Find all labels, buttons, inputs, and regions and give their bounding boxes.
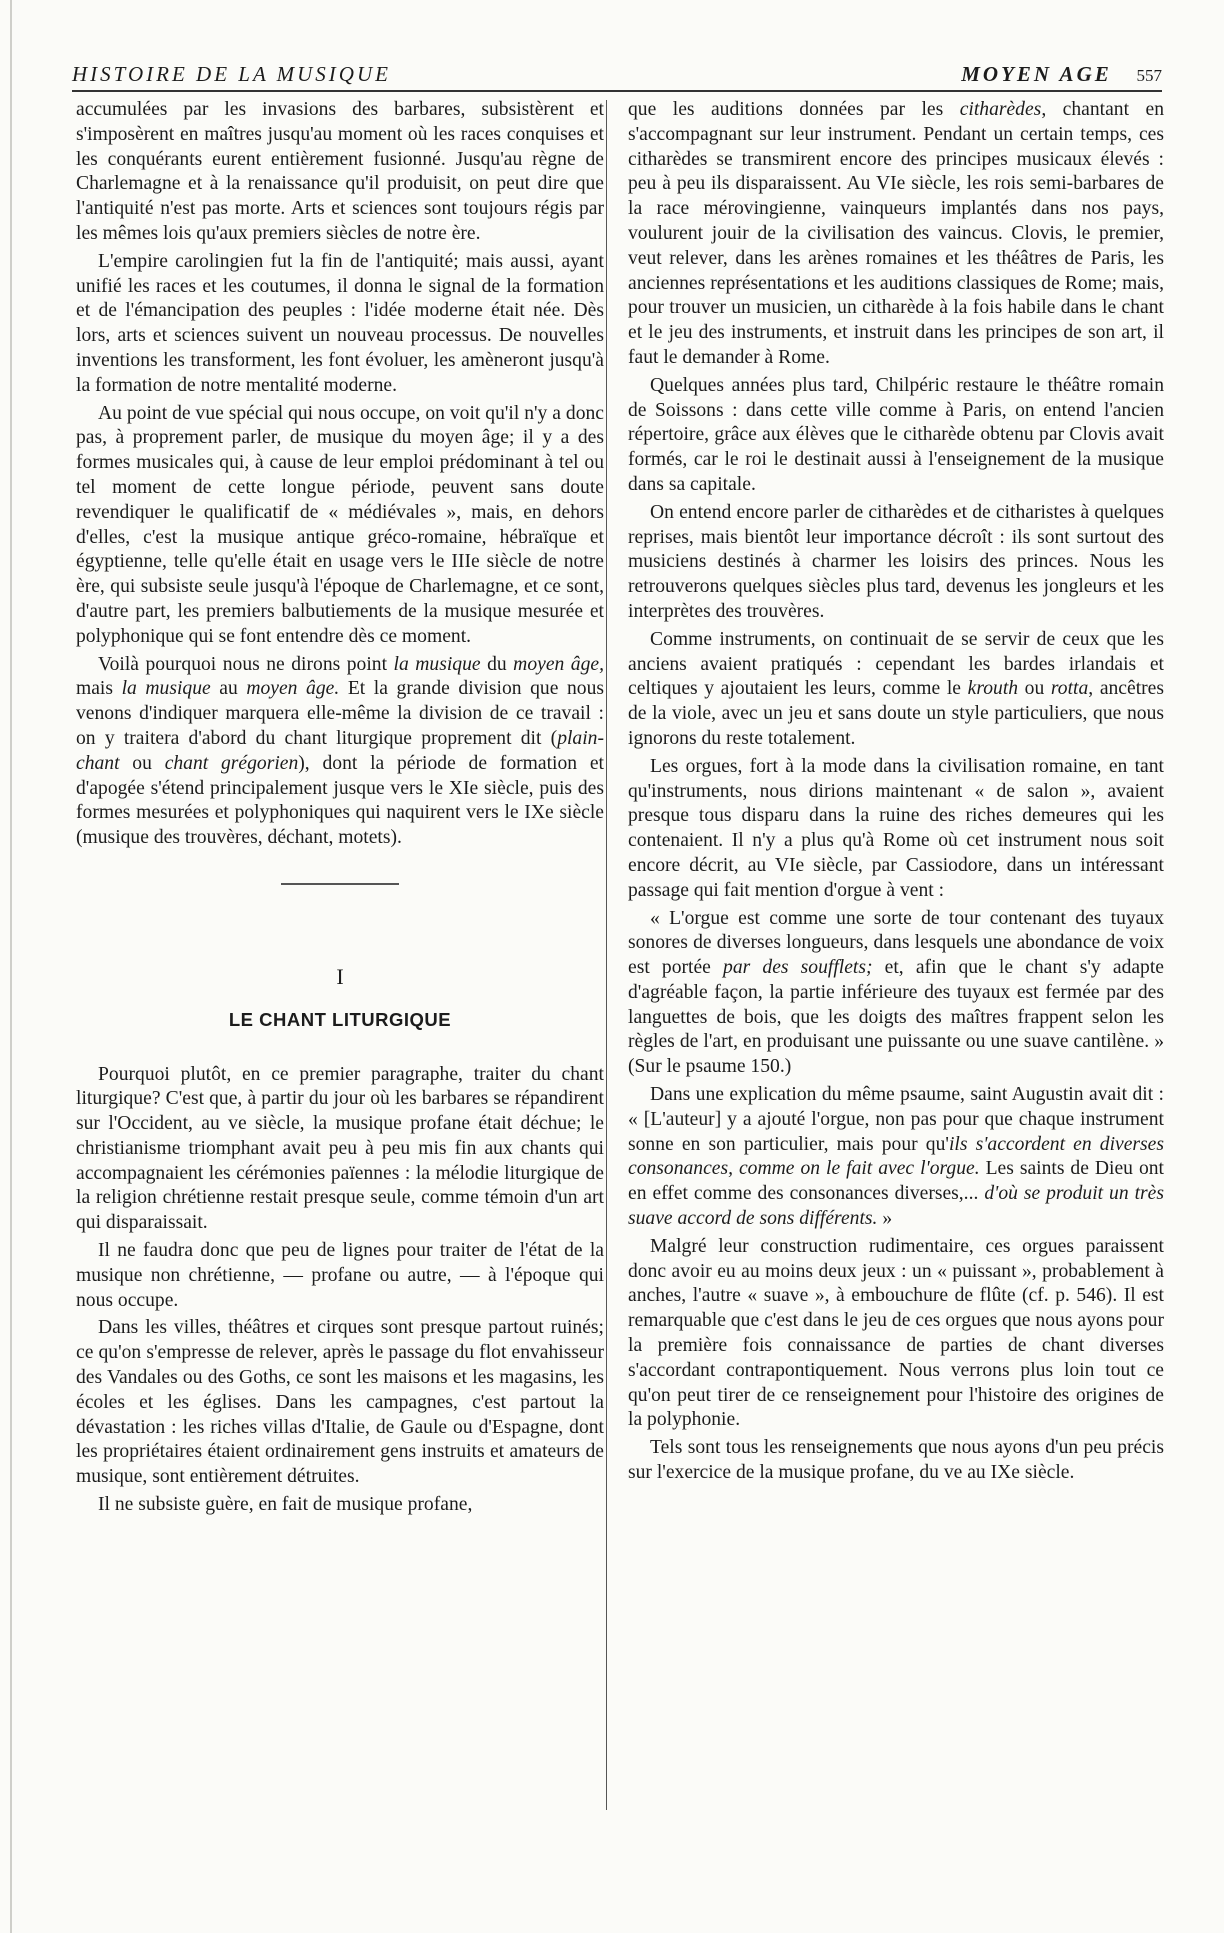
paragraph: On entend encore parler de citharèdes et de citharistes à quelques reprises, mais bientôt leur importance décroît : ils sont surtout des musiciens destinés à charmer les loisirs des princes. Nous les retrouverons quelques siècles plus tard, devenus les jongleurs et les interprètes des trouvères. [628,501,1164,622]
header-rule [72,90,1162,92]
paragraph: que les auditions données par les citharèdes, chantant en s'accompagnant sur leur instrument. Pendant un certain temps, ces citharèdes se transmirent encore des principes musicaux élevés : peu à peu ils disparaissent. Au VIe siècle, les rois semi-barbares de la race mérovingienne, vainqueurs implantés dans nos pays, voulurent jouir de la civilisation des vaincus. Clovis, le premier, veut relever, dans les arènes romaines et les théâtres de Paris, les anciennes représentations et les auditions classiques de Rome; mais, pour trouver un musicien, un citharède à la fois habile dans le chant et le jeu des instruments, et instruit dans les principes de son art, il faut le demander à Rome. [628,99,1165,368]
section-heading: LE CHANT LITURGIQUE [228,1008,452,1030]
paragraph: accumulées par les invasions des barbares, subsistèrent et s'imposèrent en maîtres jusqu'au moment où les races conquises et les conquérants eurent entièrement fusionné. Jusqu'au règne de Charlemagne et à la renaissance qu'il produisit, on peut dire que l'antiquité n'est pas morte. Arts et sciences sont toujours régis par les mêmes lois qu'aux premiers siècles de notre ère. [76,99,604,244]
paragraph: Comme instruments, on continuait de se servir de ceux que les anciens avaient pratiqués : cependant les bardes irlandais et celtiques y ajoutaient les leurs, comme le krouth ou rotta, ancêtres de la viole, avec un jeu et sans doute un style particuliers, que nous ignorons du reste totalement. [628,628,1164,749]
page-edge-rule [10,0,12,1933]
paragraph: Dans les villes, théâtres et cirques sont presque partout ruinés; ce qu'on s'empresse de relever, après le passage du flot envahisseur des Vandales ou des Goths, ce sont les maisons et les magasins, les écoles et les églises. Dans les campagnes, c'est partout la dévastation : les riches villas d'Italie, de Gaule ou d'Espagne, dont les propriétaires étaient ordinairement gens instruits et amateurs de musique, sont entièrement détruites. [76,1317,604,1488]
section-number: I [336,963,344,989]
paragraph: Au point de vue spécial qui nous occupe, on voit qu'il n'y a donc pas, à proprement parler, de musique du moyen âge; il y a des formes musicales qui, à cause de leur emploi prédominant à tel ou tel moment de cette longue période, peuvent sans doute revendiquer le qualificatif de « médiévales », mais, en dehors d'elles, c'est la musique antique gréco-romaine, hébraïque et égyptienne, telle qu'elle était en usage vers le IIIe siècle de notre ère, qui subsiste seule jusqu'à l'époque de Charlemagne, et ce sont, d'autre part, les premiers balbutiements de la musique mesurée et polyphonique qui se font entendre dès ce moment. [76,402,604,647]
header-left-title: HISTOIRE DE LA MUSIQUE [72,62,391,86]
right-column [628,98,1164,1489]
paragraph: Quelques années plus tard, Chilpéric restaure le théâtre romain de Soissons : dans cette ville comme à Paris, on entend l'ancien répertoire, grâce aux élèves que le citharède obtenu par Clovis avait formés, car le roi le destinait aussi à l'enseignement de la musique dans sa capitale. [628,374,1164,495]
left-column [76,98,604,1521]
page-number: 557 [1136,66,1162,85]
section-separator [281,883,399,885]
header-right-title: MOYEN AGE [961,62,1112,86]
paragraph: Il ne subsiste guère, en fait de musique profane, [98,1494,473,1516]
header-right-group [961,62,1162,87]
quotation: « L'orgue est comme une sorte de tour contenant des tuyaux sonores de diverses longueurs, dans lesquels une abondance de voix est portée par des soufflets; et, afin que le chant s'y adapte d'agréable façon, la partie inférieure des tuyaux est fermée par des languettes de bois, que les doigts des maîtres frappent selon les règles de l'art, en produisant une puissante ou une suave cantilène. » (Sur le psaume 150.) [628,907,1164,1078]
paragraph: Les orgues, fort à la mode dans la civilisation romaine, en tant qu'instruments, nous dirions maintenant « de salon », avaient presque tous disparu dans la ruine des riches demeures qui les contenaient. Il n'y a plus qu'à Rome où cet instrument nous soit encore décrit, au VIe siècle, par Cassiodore, dans un intéressant passage qui fait mention d'orgue à vent : [628,755,1164,901]
paragraph: Malgré leur construction rudimentaire, ces orgues paraissent donc avoir eu au moins deux jeux : un « puissant », probablement à anches, l'autre « suave », à embouchure de flûte (cf. p. 546). Il est remarquable que c'est dans le jeu de ces orgues que nous ayons pour la première fois connaissance de parties de chant diverses s'accordant contrapontiquement. Nous verrons plus loin tout ce qu'on peut tirer de ce renseignement pour l'histoire des origines de la polyphonie. [628,1235,1164,1431]
paragraph: Il ne faudra donc que peu de lignes pour traiter de l'état de la musique non chrétienne, — profane ou autre, — à l'époque qui nous occupe. [76,1240,604,1311]
paragraph: L'empire carolingien fut la fin de l'antiquité; mais aussi, ayant unifié les races et les coutumes, il donna le signal de la formation et de l'émancipation des peuples : l'idée moderne était née. Dès lors, arts et sciences suivent un nouveau processus. De nouvelles inventions les transforment, les font évoluer, les amèneront jusqu'à la formation de notre mentalité moderne. [76,250,604,396]
paragraph: Voilà pourquoi nous ne dirons point la musique du moyen âge, mais la musique au moyen âge. Et la grande division que nous venons d'indiquer marquera elle-même la division de ce travail : on y traitera d'abord du chant liturgique proprement dit (plain-chant ou chant grégorien), dont la période de formation et d'apogée s'étend principalement jusque vers le XIe siècle, puis des formes mesurées et polyphoniques qui naquirent vers le IXe siècle (musique des trouvères, déchant, motets). [76,653,604,849]
running-header [72,60,1162,88]
column-divider [606,100,607,1810]
paragraph: Dans une explication du même psaume, saint Augustin avait dit : « [L'auteur] y a ajouté l'orgue, non pas pour que chaque instrument sonne en son particulier, mais pour qu'ils s'accordent en diverses consonances, comme on le fait avec l'orgue. Les saints de Dieu ont en effet comme des consonances diverses,... d'où se produit un très suave accord de sons différents. » [628,1084,1165,1230]
paragraph: Pourquoi plutôt, en ce premier paragraphe, traiter du chant liturgique? C'est que, à partir du jour où les barbares se répandirent sur l'Occident, au ve siècle, la musique profane était déchue; le christianisme triomphant avait peu à peu mis fin aux chants qui accompagnaient les cérémonies païennes : la mélodie liturgique de la religion chrétienne restait presque seule, comme témoin d'un art qui disparaissait. [76,1063,604,1234]
paragraph: Tels sont tous les renseignements que nous ayons d'un peu précis sur l'exercice de la musique profane, du ve au IXe siècle. [628,1437,1164,1484]
